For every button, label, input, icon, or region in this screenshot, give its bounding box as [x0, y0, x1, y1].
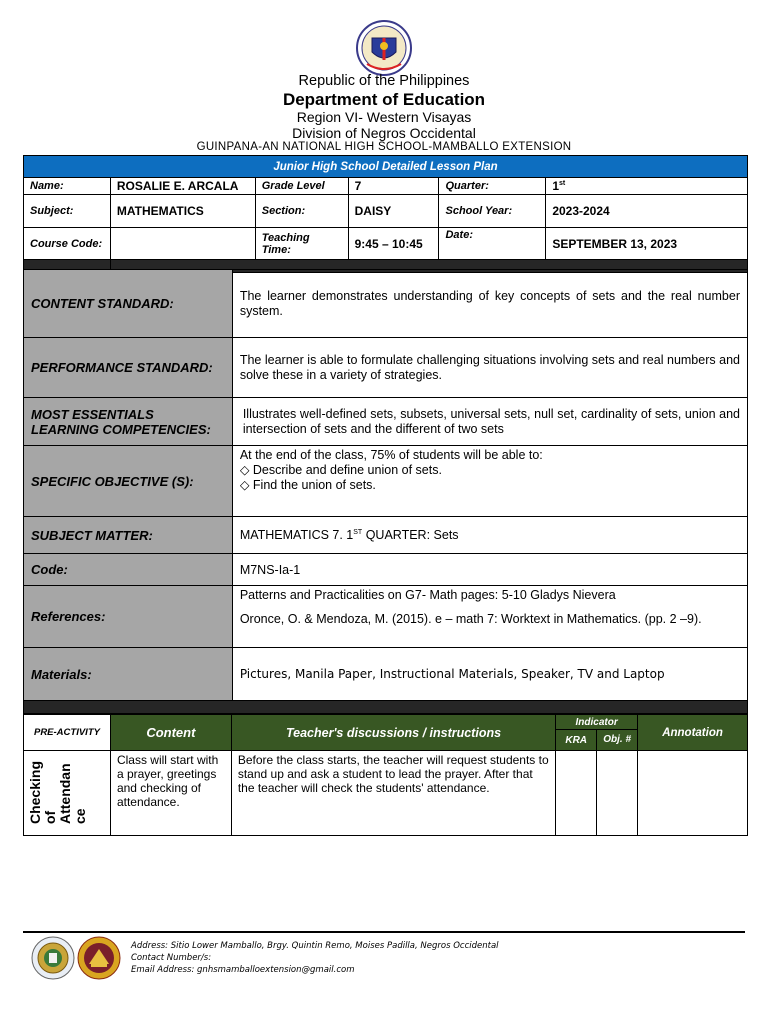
footer-contact-number: Contact Number/s:	[131, 953, 212, 963]
teacher-discussions-header: Teacher's discussions / instructions	[231, 715, 555, 751]
materials-label: Materials:	[24, 648, 233, 701]
row-teacher-instructions: Before the class starts, the teacher will request students to stand up and ask a student to lead the prayer. After that the teacher will check the students' attendance.	[231, 751, 555, 836]
grade-level-value: 7	[348, 178, 439, 195]
department-heading: Department of Education	[282, 90, 486, 109]
objective-item: ◇ Describe and define union of sets.	[239, 463, 442, 477]
grade-level-label: Grade Level	[255, 178, 348, 195]
school-year-label: School Year:	[439, 195, 546, 228]
diamond-bullet-icon: ◇	[239, 463, 253, 477]
diamond-bullet-icon: ◇	[239, 478, 253, 492]
divider-bar	[24, 701, 748, 714]
row-annotation	[638, 751, 748, 836]
references-label: References:	[24, 586, 233, 648]
competencies-label: MOST ESSENTIALS LEARNING COMPETENCIES:	[24, 398, 233, 446]
objective-item: ◇ Find the union of sets.	[239, 478, 376, 492]
subject-matter-label: SUBJECT MATTER:	[24, 517, 233, 554]
row-kra	[556, 751, 597, 836]
republic-heading: Republic of the Philippines	[298, 73, 470, 89]
teaching-time-value: 9:45 – 10:45	[348, 228, 439, 260]
name-value: ROSALIE E. ARCALA	[110, 178, 255, 195]
content-standard-text: The learner demonstrates understanding of key concepts of sets and the real number system.	[232, 270, 747, 338]
specific-objective-cell	[232, 446, 747, 517]
reference-item: Oronce, O. & Mendoza, M. (2015). e – math 7: Worktext in Mathematics. (pp. 2 –9).	[239, 612, 702, 626]
school-year-value: 2023-2024	[546, 195, 748, 228]
teaching-time-label: Teaching Time:	[255, 228, 348, 260]
date-value: SEPTEMBER 13, 2023	[546, 228, 748, 260]
date-label: Date:	[439, 228, 546, 260]
quarter-label: Quarter:	[439, 178, 546, 195]
reference-item: Patterns and Practicalities on G7- Math pages: 5-10 Gladys Nievera	[239, 588, 616, 602]
section-label: Section:	[255, 195, 348, 228]
section-value: DAISY	[348, 195, 439, 228]
name-label: Name:	[24, 178, 111, 195]
plan-title-banner: Junior High School Detailed Lesson Plan	[24, 156, 748, 178]
footer-address: Address: Sitio Lower Mamballo, Brgy. Quintin Remo, Moises Padilla, Negros Occidental	[131, 941, 499, 951]
subject-value: MATHEMATICS	[110, 195, 255, 228]
school-seal-icon	[31, 936, 75, 980]
objective-intro: At the end of the class, 75% of students will be able to:	[239, 448, 543, 462]
region-heading: Region VI- Western Visayas	[296, 109, 472, 125]
checking-attendance-cell	[24, 751, 111, 836]
course-code-label: Course Code:	[24, 228, 111, 260]
footer-email: Email Address: gnhsmamballoextension@gmail.com	[131, 965, 355, 975]
code-text: M7NS-Ia-1	[232, 554, 747, 586]
code-label: Code:	[24, 554, 233, 586]
row-content: Class will start with a prayer, greetings and checking of attendance.	[110, 751, 231, 836]
division-heading: Division of Negros Occidental	[292, 125, 476, 141]
obj-number-header: Obj. #	[597, 730, 638, 751]
footer-rule	[23, 931, 745, 933]
performance-standard-text: The learner is able to formulate challenging situations involving sets and real numbers and solve these in a variety of strategies.	[232, 338, 747, 398]
lesson-info-table	[23, 155, 748, 273]
performance-standard-label: PERFORMANCE STANDARD:	[24, 338, 233, 398]
content-standard-label: CONTENT STANDARD:	[24, 270, 233, 338]
subject-matter-text: MATHEMATICS 7. 1ST QUARTER: Sets	[232, 517, 747, 554]
footer-contact-block	[131, 940, 499, 976]
indicator-header: Indicator	[556, 715, 638, 730]
competencies-text: Illustrates well-defined sets, subsets, universal sets, null set, cardinality of sets, union and intersection of sets and the different of two sets	[232, 398, 747, 446]
annotation-header: Annotation	[638, 715, 748, 751]
materials-text: Pictures, Manila Paper, Instructional Materials, Speaker, TV and Laptop	[232, 648, 747, 701]
standards-table	[23, 269, 748, 714]
content-header: Content	[110, 715, 231, 751]
checking-attendance-label: Checking of Attendan ce	[27, 761, 88, 825]
school-logo-icon	[77, 936, 121, 980]
school-heading: GUINPANA-AN NATIONAL HIGH SCHOOL-MAMBALLO EXTENSION	[196, 141, 572, 153]
pre-activity-label: PRE-ACTIVITY	[24, 715, 111, 751]
activity-table	[23, 714, 748, 836]
subject-label: Subject:	[24, 195, 111, 228]
course-code-value	[110, 228, 255, 260]
references-cell	[232, 586, 747, 648]
quarter-value: 1st	[546, 178, 748, 195]
row-obj	[597, 751, 638, 836]
deped-seal-icon	[355, 20, 413, 76]
specific-objective-label: SPECIFIC OBJECTIVE (S):	[24, 446, 233, 517]
kra-header: KRA	[556, 730, 597, 751]
